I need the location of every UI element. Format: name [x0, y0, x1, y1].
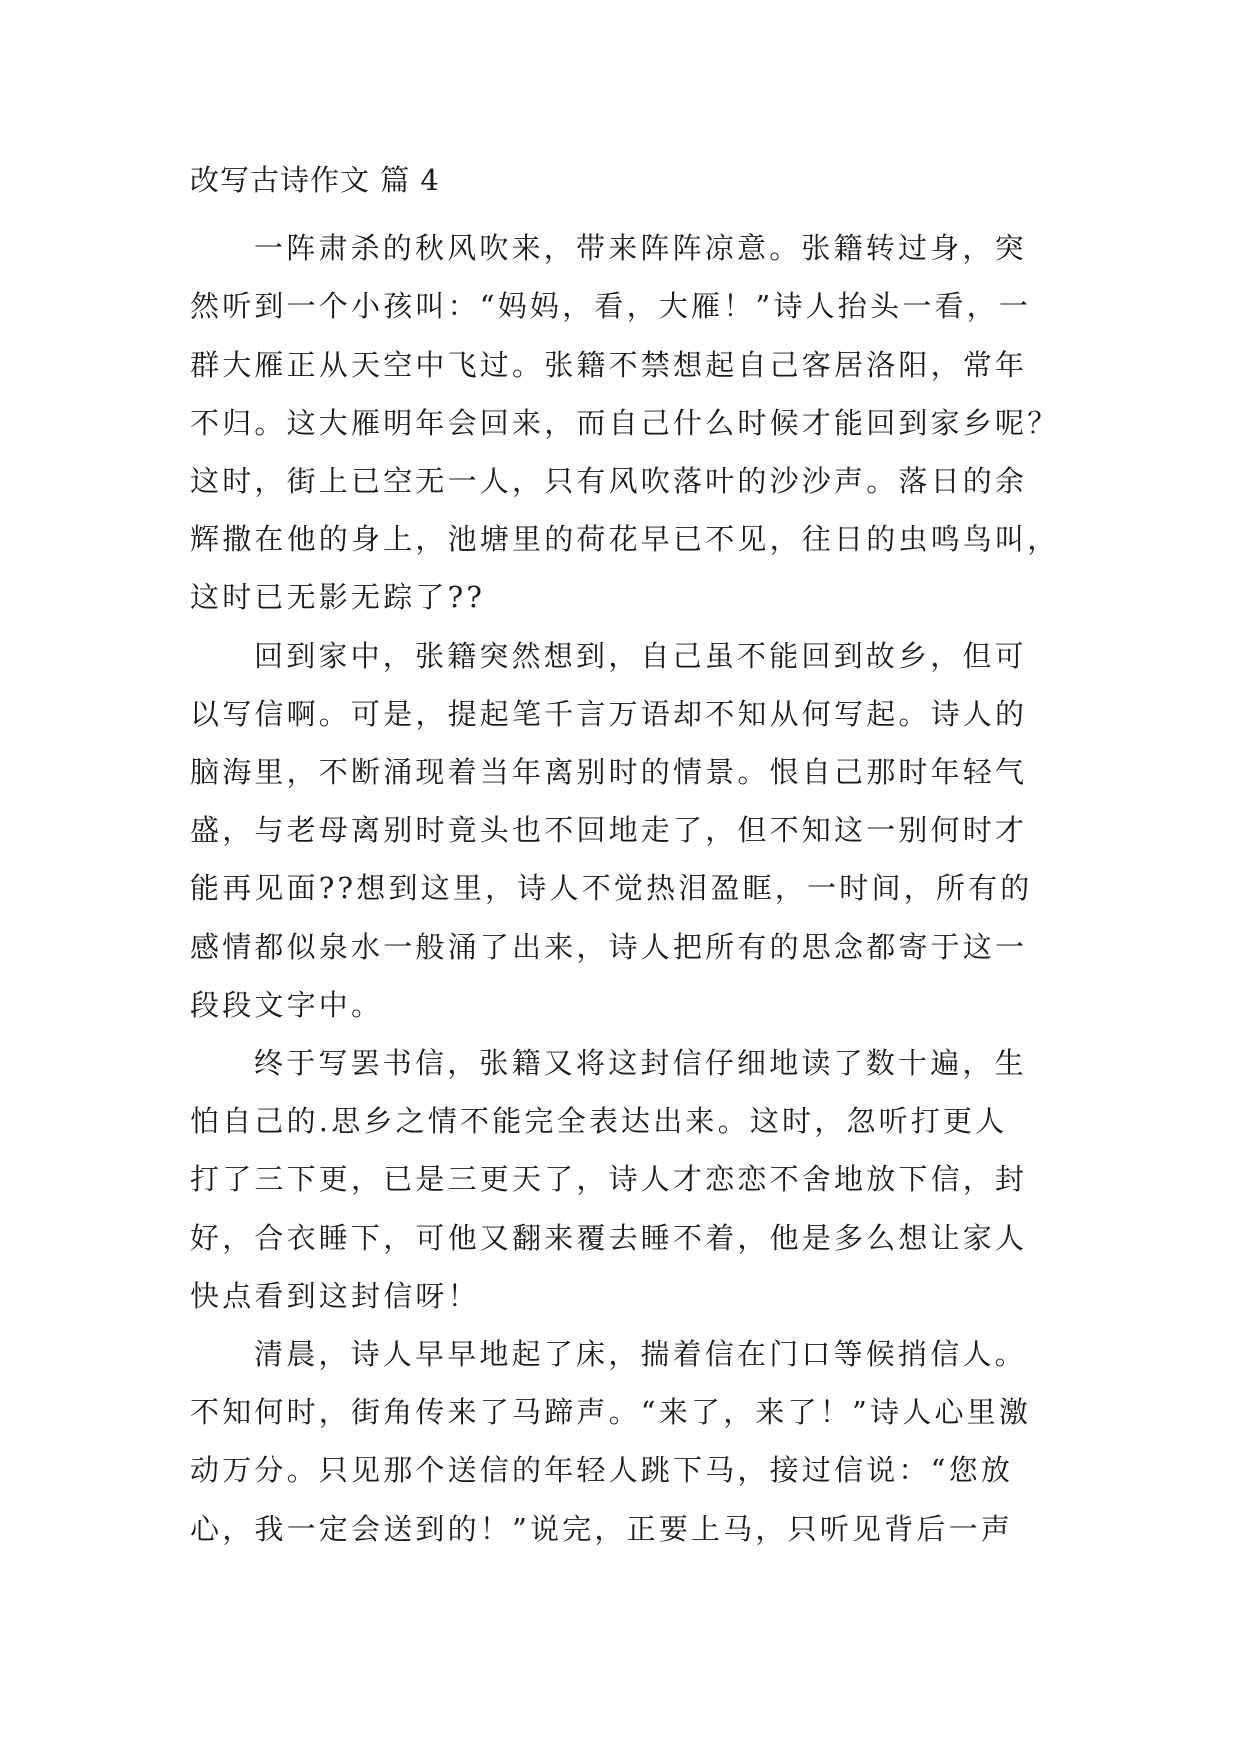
paragraph-4-line-2: 不知何时，街角传来了马蹄声。“来了，来了！”诗人心里激 [190, 1395, 1032, 1429]
paragraph-4-line-4: 心，我一定会送到的！”说完，正要上马，只听见背后一声 [190, 1512, 1014, 1546]
paragraph-2-line-4: 盛，与老母离别时竟头也不回地走了，但不知这一别何时才 [190, 813, 1028, 847]
paragraph-1-line-5: 这时，街上已空无一人，只有风吹落叶的沙沙声。落日的余 [190, 464, 1028, 498]
paragraph-4-line-1: 清晨，诗人早早地起了床，揣着信在门口等候捎信人。 [254, 1337, 1027, 1371]
paragraph-2-line-2: 以写信啊。可是，提起笔千言万语却不知从何写起。诗人的 [190, 697, 1028, 731]
paragraph-2-line-3: 脑海里，不断涌现着当年离别时的情景。恨自己那时年轻气 [190, 755, 1028, 789]
paragraph-3-line-3: 打了三下更，已是三更天了，诗人才恋恋不舍地放下信，封 [190, 1162, 1028, 1196]
paragraph-3-line-1: 终于写罢书信，张籍又将这封信仔细地读了数十遍，生 [254, 1046, 1027, 1080]
paragraph-3-line-4: 好，合衣睡下，可他又翻来覆去睡不着，他是多么想让家人 [190, 1221, 1028, 1255]
paragraph-2-line-7: 段段文字中。 [190, 988, 384, 1022]
paragraph-2-line-1: 回到家中，张籍突然想到，自己虽不能回到故乡，但可 [254, 639, 1027, 673]
paragraph-2-line-6: 感情都似泉水一般涌了出来，诗人把所有的思念都寄于这一 [190, 930, 1028, 964]
paragraph-1-line-7: 这时已无影无踪了?? [190, 580, 486, 614]
paragraph-3-line-2: 怕自己的.思乡之情不能完全表达出来。这时，忽听打更人 [190, 1104, 1008, 1138]
paragraph-2-line-5: 能再见面??想到这里，诗人不觉热泪盈眶，一时间，所有的 [190, 871, 1033, 905]
paragraph-1-line-6: 辉撒在他的身上，池塘里的荷花早已不见，往日的虫鸣鸟叫， [190, 522, 1060, 556]
paragraph-1-line-3: 群大雁正从天空中飞过。张籍不禁想起自己客居洛阳，常年 [190, 348, 1028, 382]
paragraph-1-line-4: 不归。这大雁明年会回来，而自己什么时候才能回到家乡呢？ [190, 406, 1060, 440]
paragraph-4-line-3: 动万分。只见那个送信的年轻人跳下马，接过信说：“您放 [190, 1453, 1014, 1487]
paragraph-1-line-2: 然听到一个小孩叫：“妈妈，看，大雁！”诗人抬头一看，一 [190, 289, 1032, 323]
paragraph-3-line-5: 快点看到这封信呀！ [190, 1279, 480, 1313]
paragraph-1-line-1: 一阵肃杀的秋风吹来，带来阵阵凉意。张籍转过身，突 [254, 231, 1027, 265]
document-title: 改写古诗作文 篇 4 [190, 163, 440, 197]
